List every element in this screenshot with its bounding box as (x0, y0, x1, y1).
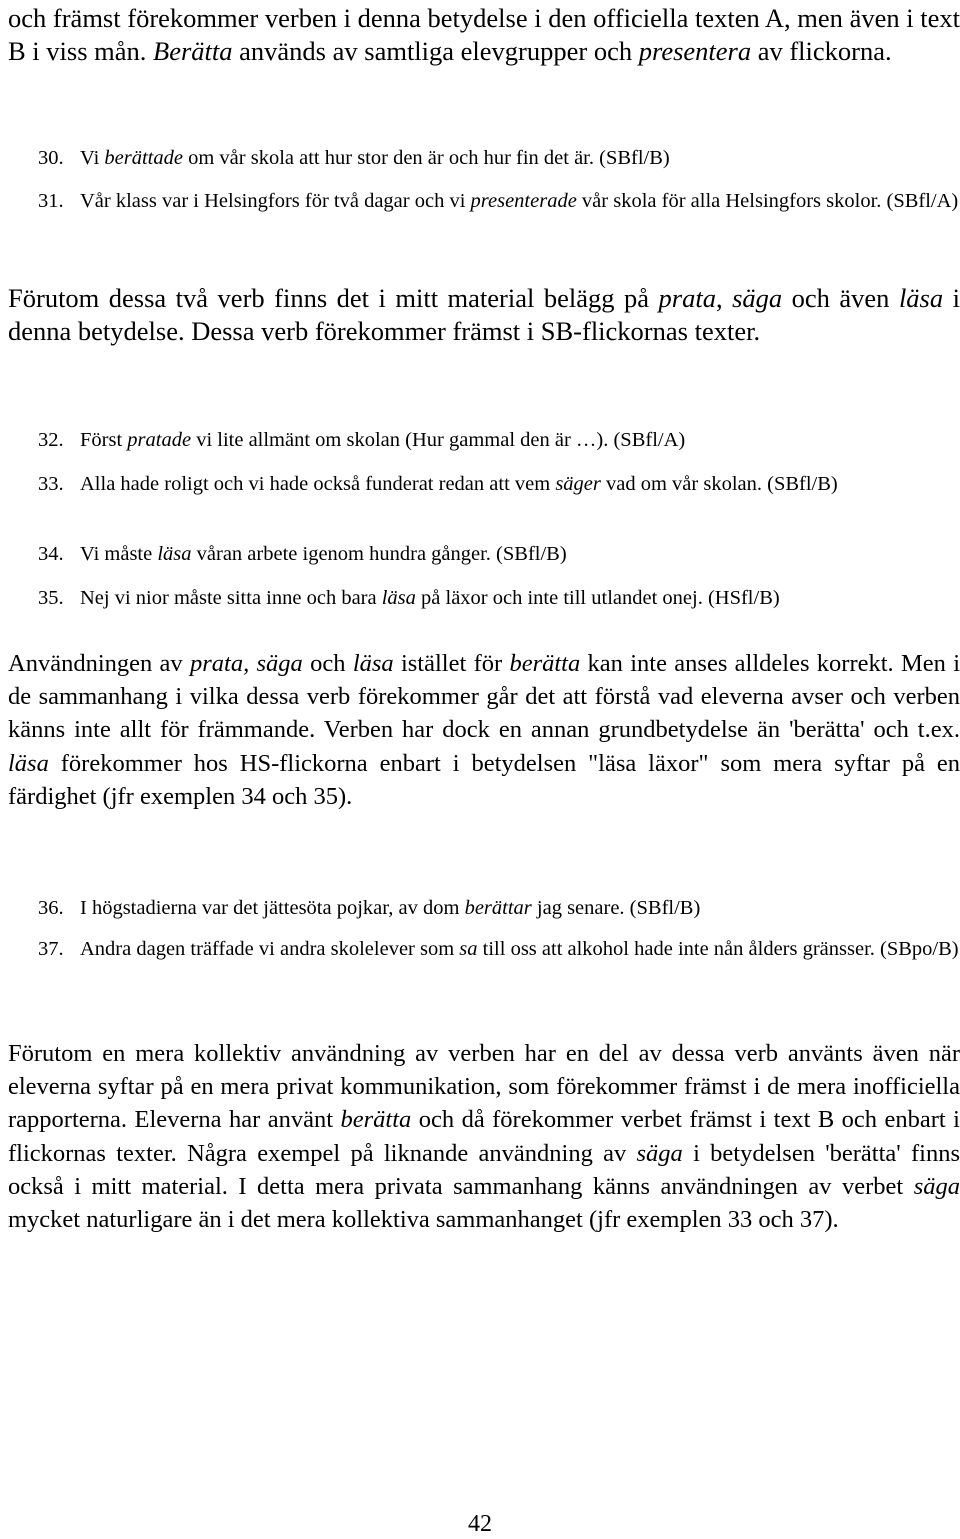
page-number: 42 (468, 1511, 492, 1537)
paragraph-2: Förutom dessa två verb finns det i mitt material belägg på prata, säga och även läsa i denna betydelse. Dessa verb förekommer främst i SB-flickornas texter. (8, 283, 960, 347)
paragraph-1: och främst förekommer verben i denna betydelse i den officiella texten A, men även i text B i viss mån. Berätta används av samtliga elevgrupper och presentera av flickorna. (8, 3, 960, 67)
example-32 (38, 426, 960, 456)
example-text: I högstadierna var det jättesöta pojkar, av dom berättar jag senare. (SBfl/B) (80, 897, 701, 919)
example-text: Vår klass var i Helsingfors för två dagar och vi presenterade vår skola för alla Helsingfors skolor. (SBfl/A) (80, 190, 959, 212)
example-text: Vi måste läsa våran arbete igenom hundra gånger. (SBfl/B) (80, 543, 567, 565)
example-37 (38, 935, 960, 965)
example-30 (38, 144, 960, 174)
example-number: 30. (38, 147, 64, 169)
example-number: 34. (38, 543, 64, 565)
example-number: 33. (38, 473, 64, 495)
example-text: Först pratade vi lite allmänt om skolan (Hur gammal den är …). (SBfl/A) (80, 429, 686, 451)
example-34 (38, 540, 960, 570)
example-number: 37. (38, 938, 64, 960)
paragraph-4: Förutom en mera kollektiv användning av verben har en del av dessa verb använts även när eleverna syftar på en mera privat kommunikation, som förekommer främst i de mera inofficiella rapporterna. Eleverna har använt berätta och då förekommer verbet främst i text B och enbart i flickornas texter. Några exempel på liknande användning av säga i betydelsen 'berätta' finns också i mitt material. I detta mera privata sammanhang känns användningen av verbet säga mycket naturligare än i det mera kollektiva sammanhanget (jfr exemplen 33 och 37). (8, 1040, 960, 1234)
example-36 (38, 894, 960, 924)
example-text: Alla hade roligt och vi hade också funderat redan att vem säger vad om vår skolan. (SBfl/B) (80, 473, 838, 495)
example-text: Vi berättade om vår skola att hur stor den är och hur fin det är. (SBfl/B) (80, 147, 670, 169)
example-33 (38, 470, 960, 500)
example-text: Andra dagen träffade vi andra skolelever som sa till oss att alkohol hade inte nån ålders gränsser. (SBpo/B) (80, 938, 959, 960)
example-31 (38, 187, 960, 217)
example-text: Nej vi nior måste sitta inne och bara läsa på läxor och inte till utlandet onej. (HSfl/B) (80, 587, 780, 609)
example-number: 31. (38, 190, 64, 212)
example-number: 32. (38, 429, 64, 451)
paragraph-3: Användningen av prata, säga och läsa istället för berätta kan inte anses alldeles korrekt. Men i de sammanhang i vilka dessa verb förekommer går det att förstå vad eleverna avser och verben känns inte allt för främmande. Verben har dock en annan grundbetydelse än 'berätta' och t.ex. läsa förekommer hos HS-flickorna enbart i betydelsen "läsa läxor" som mera syftar på en färdighet (jfr exemplen 34 och 35). (8, 650, 960, 810)
example-number: 36. (38, 897, 64, 919)
example-35 (38, 584, 960, 614)
example-number: 35. (38, 587, 64, 609)
